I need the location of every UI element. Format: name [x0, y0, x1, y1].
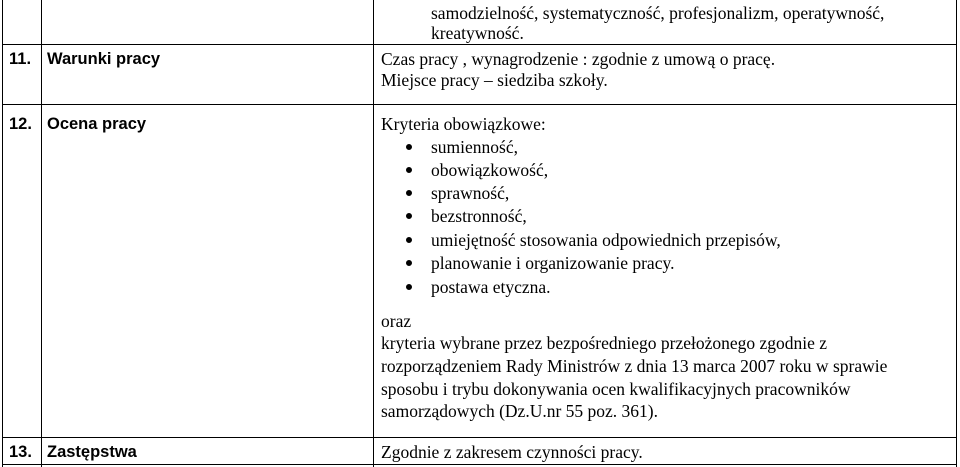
- row-title: Zastępstwa: [47, 443, 137, 461]
- row-title: Ocena pracy: [47, 115, 147, 133]
- criteria-extra-line: rozporządzeniem Rady Ministrów z dnia 13 marca 2007 roku w sprawie: [381, 356, 888, 376]
- bullet-icon: [406, 144, 412, 150]
- row-content-line: Zgodnie z zakresem czynności pracy.: [381, 442, 643, 462]
- row-content-line: kreatywność.: [431, 23, 524, 43]
- criteria-item: sprawność,: [431, 183, 510, 203]
- criteria-item: bezstronność,: [431, 206, 527, 226]
- bullet-icon: [406, 213, 412, 219]
- criteria-extra-line: kryteria wybrane przez bezpośredniego przełożonego zgodnie z: [381, 333, 828, 353]
- criteria-intro: Kryteria obowiązkowe:: [381, 114, 546, 134]
- row-number: 12.: [9, 115, 32, 133]
- table-border-right: [956, 0, 957, 467]
- bullet-icon: [406, 284, 412, 290]
- bullet-icon: [406, 167, 412, 173]
- criteria-item: umiejętność stosowania odpowiednich przepisów,: [431, 230, 781, 250]
- row-content-line: samodzielność, systematyczność, profesjonalizm, operatywność,: [431, 3, 885, 23]
- table-divider-number: [41, 0, 42, 467]
- row-number: 11.: [9, 50, 32, 68]
- criteria-extra-line: sposobu i trybu dokonywania ocen kwalifikacyjnych pracowników: [381, 379, 851, 399]
- criteria-item: sumienność,: [431, 137, 519, 157]
- bullet-icon: [406, 237, 412, 243]
- table-divider-title: [373, 0, 374, 467]
- criteria-item: obowiązkowość,: [431, 160, 549, 180]
- criteria-connector: oraz: [381, 311, 412, 331]
- row-content-line: Czas pracy , wynagrodzenie : zgodnie z umową o pracę.: [381, 49, 776, 69]
- row-title: Warunki pracy: [47, 50, 161, 68]
- row-separator: [2, 437, 957, 438]
- criteria-extra-line: samorządowych (Dz.U.nr 55 poz. 361).: [381, 401, 659, 421]
- criteria-item: planowanie i organizowanie pracy.: [431, 253, 675, 273]
- criteria-item: postawa etyczna.: [431, 277, 551, 297]
- bullet-icon: [406, 190, 412, 196]
- row-number: 13.: [9, 443, 32, 461]
- row-content-line: Miejsce pracy – siedziba szkoły.: [381, 70, 608, 90]
- table-border-left: [2, 0, 3, 467]
- row-separator: [2, 464, 957, 465]
- row-separator: [2, 104, 957, 105]
- bullet-icon: [406, 260, 412, 266]
